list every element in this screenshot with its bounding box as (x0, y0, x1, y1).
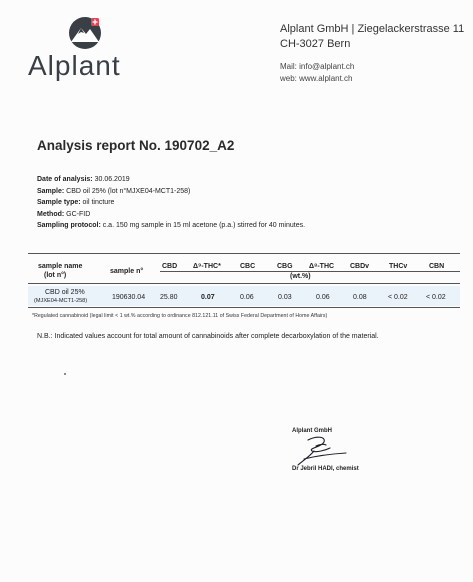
header-cbd: CBD (162, 263, 178, 270)
company-mail: Mail: info@alplant.ch (280, 62, 355, 71)
header-cbc: CBC (240, 263, 256, 270)
alplant-logo (28, 16, 178, 81)
meta-sample: Sample: CBD oil 25% (lot n°MJXE04-MCT1-258) (37, 187, 191, 195)
nb-note: N.B.: Indicated values account for total amount of cannabinoids after complete decarboxylation of the material. (37, 333, 379, 340)
row-sample-no: 190630.04 (112, 294, 146, 301)
row-thcv-value: < 0.02 (388, 294, 408, 301)
header-unit: (wt.%) (290, 273, 311, 280)
header-d8-thc: Δ⁸-THC (309, 263, 335, 270)
header-cbdv: CBDv (350, 263, 370, 270)
row-lot-no: (MJXE04-MCT1-258) (34, 298, 88, 304)
header-sample-name: sample name (38, 263, 83, 270)
meta-sampling-protocol: Sampling protocol: c.a. 150 mg sample in 15 ml acetone (p.a.) stirred for 40 minutes. (37, 222, 306, 229)
header-lot-no: (lot n°) (44, 272, 67, 279)
company-line-1: Alplant GmbH | Ziegelackerstrasse 11 (280, 23, 465, 35)
row-cbg-value: 0.03 (278, 294, 292, 301)
stray-dot (64, 373, 66, 375)
row-cbn-value: < 0.02 (426, 294, 446, 301)
unit-rule (160, 271, 460, 272)
meta-date: Date of analysis: 30.06.2019 (37, 176, 130, 183)
mountain-logo-icon (68, 16, 102, 50)
meta-sample-type: Sample type: oil tincture (37, 199, 115, 206)
signature-name: Dr Jebril HADI, chemist (292, 466, 359, 472)
company-address (280, 22, 464, 85)
row-sample-name: CBD oil 25% (45, 289, 85, 296)
row-d8-thc-value: 0.06 (316, 294, 330, 301)
row-cbc-value: 0.06 (240, 294, 254, 301)
meta-method: Method: GC-FID (37, 210, 91, 218)
row-cbd-value: 25.80 (160, 294, 178, 301)
company-line-2: CH-3027 Bern (280, 38, 351, 50)
header-cbg: CBG (277, 263, 293, 270)
report-title: Analysis report No. 190702_A2 (37, 138, 235, 153)
logo-wordmark: Alplant (28, 50, 121, 81)
company-web: web: www.alplant.ch (280, 74, 353, 83)
table-top-rule (28, 253, 460, 254)
signature-company: Alplant GmbH (292, 428, 332, 434)
table-bottom-rule (28, 307, 460, 308)
header-thcv: THCv (389, 263, 408, 270)
handwritten-signature (286, 432, 356, 470)
row-cbdv-value: 0.08 (353, 294, 367, 301)
table-header-rule (28, 283, 460, 284)
report-meta (37, 174, 305, 232)
row-d9-thc-value: 0.07 (201, 294, 215, 301)
header-sample-no: sample n° (110, 268, 144, 275)
header-d9-thc: Δ⁹-THC* (193, 263, 221, 270)
header-cbn: CBN (429, 263, 445, 270)
footnote: *Regulated cannabinoid (legal limit < 1 wt.% according to ordinance 812.121.11 of Swiss Federal Department of Home Affairs) (32, 313, 328, 319)
